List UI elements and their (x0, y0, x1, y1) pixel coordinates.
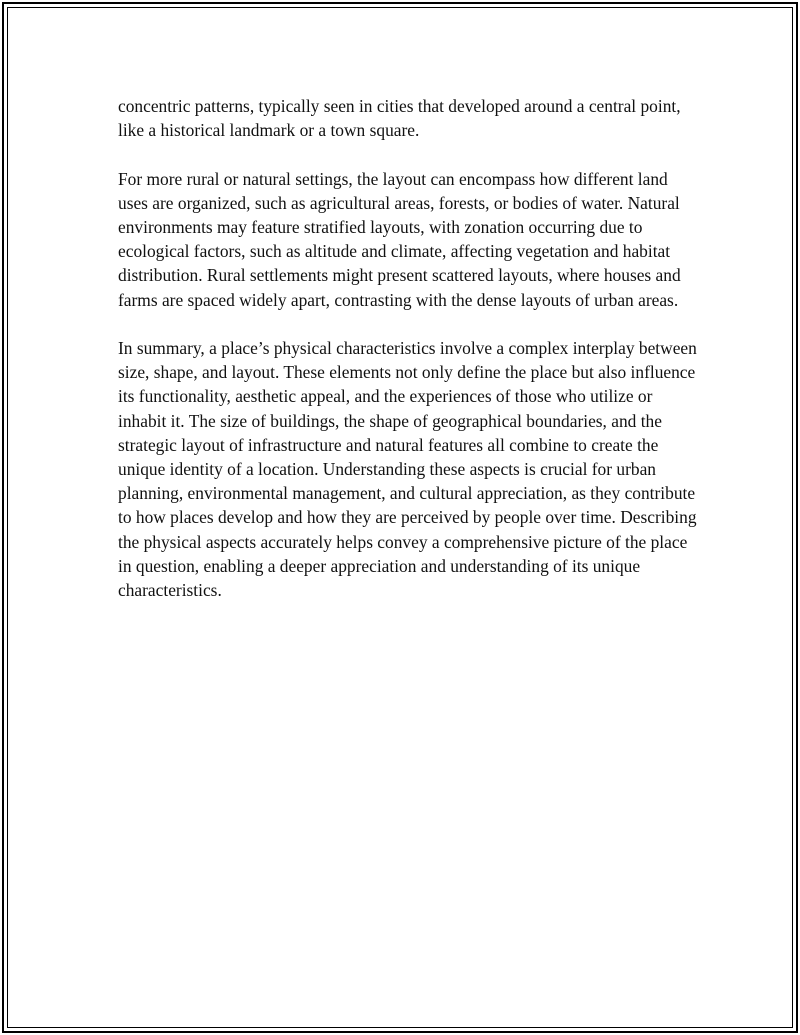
paragraph-rural-settings: For more rural or natural settings, the layout can encompass how different land uses are organized, such as agricultural areas, forests, or bodies of water. Natural environments may feature stratified layouts, with zonation occurring due to ecological factors, such as altitude and climate, affecting vegetation and habitat distribution. Rural settlements might present scattered layouts, where houses and farms are spaced widely apart, contrasting with the dense layouts of urban areas. (118, 168, 681, 310)
document-body (118, 94, 698, 602)
paragraph-layout-patterns: concentric patterns, typically seen in cities that developed around a central point, like a historical landmark or a town square. (118, 96, 681, 141)
paragraph-summary: In summary, a place’s physical characteristics involve a complex interplay between size, shape, and layout. These elements not only define the place but also influence its functionality, aesthetic appeal, and the experiences of those who utilize or inhabit it. The size of buildings, the shape of geographical boundaries, and the strategic layout of infrastructure and natural features all combine to create the unique identity of a location. Understanding these aspects is crucial for urban planning, environmental management, and cultural appreciation, as they contribute to how places develop and how they are perceived by people over time. Describing the physical aspects accurately helps convey a comprehensive picture of the place in question, enabling a deeper appreciation and understanding of its unique characteristics. (118, 338, 697, 601)
